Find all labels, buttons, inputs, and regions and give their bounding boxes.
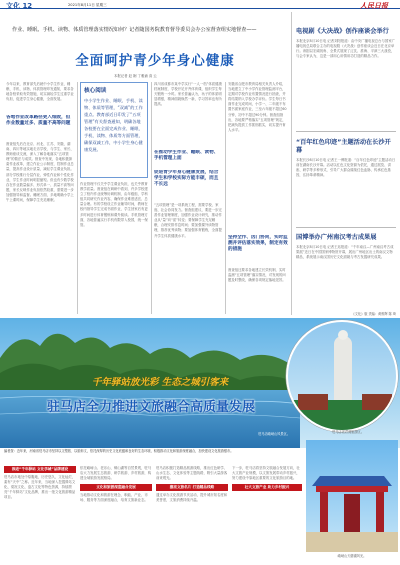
feature-column-4: 下一步，驻马店将坚持文旅融合发展方向，壮大文旅产业规模，以文旅发展带动乡村振兴，努力建设中原地区重要的文化旅游目的地。 壮大文旅产业 助力乡村振兴	[232, 466, 302, 562]
feature-column-2: 依托嵖岈山、老乐山、铜山湖等自然景观，驻马店大力发展生态旅游、研学旅游、乡村旅游，构建全域旅游发展格局。 文化和旅游深度融合发展 当地推动文化和旅游在理念、职能、产业、市场、服务等方面深度融合，培育文旅新业态。	[80, 466, 152, 503]
feature-subhead-2: 文化和旅游深度融合发展	[80, 484, 152, 491]
top-story-subhead-4: 坚持全作、因门协同，实时监测并评估落实效果，制定有效的措施	[228, 235, 288, 252]
feature-subhead-4: 壮大文旅产业 助力乡村振兴	[232, 484, 302, 491]
top-story-subhead-3: 促进青少年身心健康发展，结合学生和学校实际方能丰硕，而且不长远	[154, 170, 219, 187]
feature-headline: 驻马店全力推进文旅融合高质量发展	[46, 400, 255, 415]
sidebar-news	[296, 28, 396, 314]
sidebar-item-museum	[296, 234, 396, 301]
sidebar-item-title: 国博举办广州南汉考古成果展	[296, 234, 377, 241]
sidebar-item-title: “百年红色印迹”主题活动在长沙开幕	[296, 138, 391, 154]
feature-lead: 编者按：近年来，河南省驻马店市坚持以文塑旅、以旅彰文，依托深厚的历史文化底蕴和良好的生态环境，积极推动文化和旅游深度融合，加快建设文化旅游强市。	[4, 449, 234, 453]
top-story-column-3: 四川省成都市某中学实行“一人一档”体质健康档案制度，学校开足开齐体育课，组织学生每天锻炼一小时。家长普遍认为，孩子的体质明显增强，精神面貌焕然一新，学习效率也有所提高。 在推动学生作业、睡眠、读物、手机管理上面 促进青少年身心健康发展，结合学生和学校实际方能丰硕，而且不长远 “五项管理”是一项系统工程，需要学校、家庭、社会协同发力。督查组建议，要进一步完善作业管理制度，加强作业设计研究，推动作业从“量”向“质”转变；要保障学生充足睡眠，合理安排作息时间；要加强课外读物管理，推荐优秀读物；要加强体育锻炼，全面提升学生体质健康水平。	[154, 82, 222, 238]
statue-photo	[286, 320, 398, 432]
core-reading-body: 中小学生作业、睡眠、手机、读物、体质等管理，“双减”的工作重点。教育部近日印发了“五项管理”有关督查通知，明确各地各校要在全面完成作业、睡眠、手机、读物、体质等方面管理，确保双减工作，中小学生身心健康发展。	[84, 98, 143, 152]
landscape-photo-caption: 驻马店嵖岈山风景区。	[258, 432, 290, 436]
gate-photo-caption: 嵖岈山天磨湖风光。	[337, 554, 367, 558]
top-story-headline: 全面呵护青少年身心健康	[75, 53, 235, 69]
top-story-column-4: 安徽省合肥市教育局相关负责人介绍，当地建立了中小学作业管理监测平台，定期对学校作业布置情况进行抽查，并将结果纳入学校办学评价。学生每日书面作业完成时间，小学一、二年级不布置书面家庭作业，三至六年级不超过60分钟，初中不超过90分钟。督查组指出，各地要严格落实“五项管理”规定，把减负提质工作抓细抓实，切实提升育人水平。 坚持全作、因门协同，实时监测并评估落实效果，制定有效的措施 督查组还要求各地建立长效机制，实时监测“五项管理”落实情况，对发现的问题及时整改，确保各项规定落地见效。	[228, 82, 288, 283]
page-header	[0, 0, 400, 9]
masthead-logo: 人民日报	[360, 0, 388, 10]
top-story-column-2: 核心阅读 中小学生作业、睡眠、手机、读物、体质等管理，“双减”的工作重点。教育部近日印发了“五项管理”有关督查通知，明确各地各校要在全面完成作业、睡眠、手机、读物、体质等方面管理，确保双减工作，中小学生身心健康发展。 作业管理不仅关乎学生课业负担，也关乎教育教学质量。督查组在调研中看到，许多学校建立了校内作业统筹协调机制，由年级组、学科组共同研究作业内容，确保作业难度适宜、总量合理。有的学校设立作业辅导时间，教师在校内指导学生完成书面作业，学生回家后有更多时间进行体育锻炼和课外阅读。手机管理方面，各地普遍实行手机有限带入校园，统一保管。	[80, 82, 148, 314]
sidebar-item-red-heritage	[296, 139, 396, 220]
top-story-subhead-1: 各地作业改革路径更入细致，但作业数量过多、质量不高等问题	[6, 115, 71, 126]
statue-photo-caption: 驻马店老君洞旅游区。	[332, 430, 364, 434]
sidebar-item-body: 本报北京8月10日电 记者王珏报道：“千年南汉—广州南汉考古成果展”近日在中国国家博物馆开幕，展出广州地区出土的南汉文物精品，系统展示南汉国历史文化面貌与考古发掘研究成果。	[296, 245, 394, 260]
page-number: 12	[22, 2, 33, 10]
top-story-kicker: 作业、睡眠、手机、读物、体质管理落实情况如何？记者随国务院教育督导委员会办公室督查组实地督查——	[12, 27, 257, 33]
gate-photo	[306, 440, 398, 552]
feature-subhead-1: 推进“千年驿站 文化学城”品牌建设	[4, 466, 76, 473]
core-reading-title: 核心阅读	[84, 88, 107, 94]
feature-banner-title: 千年驿站放光彩 生态之城引客来	[91, 377, 229, 388]
top-story-column-1: 今年以来，教育部先后就中小学生作业、睡眠、手机、读物、体质管理印发通知，要求各地各校采取有效措施，切实减轻学生过重学业负担，促进学生身心健康，全面发展。 各地作业改革路径更入细致，但作业数量过多、质量不高等问题 督查组先后在北京、河北、江苏、安徽、湖南、四川等地实地走访学校，与学生、家长、教师座谈交流，深入了解各地落实“五项管理”的做法与成效。督查中发现，各地积极探索作业改革，建立作业公示制度，控制作业总量，提高作业设计质量，减轻学生课业负担。部分学校推行分层作业、弹性作业和个性化作业，学生作业时间明显缩短。但也有少数学校存在作业数量偏多、形式单一、质量不高等问题，家长反映作业负担依然较重，需要进一步加强指导和监督。睡眠方面，多地明确小学上午上课时间，保障学生充足睡眠。	[6, 82, 74, 203]
sidebar-item-drama	[296, 28, 396, 124]
core-reading-box	[80, 82, 148, 178]
top-story-byline: 本报记者 赵 婀 丁雅诵 高 云	[114, 74, 157, 78]
sidebar-item-body: 本报长沙8月10日电 记者王一博报道：“百年红色印迹”主题活动日前在湖南长沙开幕。活动以红色文化资源为依托，通过展览、讲座、研学等多种形式，引导广大群众赓续红色血脉、传承红色基因，弘扬革命精神。	[296, 157, 396, 177]
feature-section	[0, 318, 400, 565]
top-story-subhead-2: 在推动学生作业、睡眠、读物、手机管理上面	[154, 150, 219, 161]
section-label: 文化 12	[6, 2, 33, 10]
page-footer-credit: 《文化》版 责编：黄维辉 陈 琦	[351, 312, 396, 316]
feature-subhead-3: 擦亮文旅名片 打造精品线路	[156, 484, 228, 491]
feature-column-3: 驻马店积极打造精品旅游线路，推出红色研学、山水生态、文化体验等主题线路，吸引大量游客前来观光。 擦亮文旅名片 打造精品线路 通过举办文化旅游节庆活动，提升城市知名度和美誉度，文旅消费持续升温。	[156, 466, 228, 503]
sidebar-item-title: 电视剧《大决战》创作座谈会举行	[296, 28, 389, 35]
feature-column-1: 推进“千年驿站 文化学城”品牌建设 驻马店市地处中原腹地，历史悠久，文化灿烂，素有“天中”之称。近年来，当地深入挖掘驿站文化、梁祝文化、盘古文化等特色资源，持续擦亮“千年驿站”文化品牌，推出一批文化旅游精品项目。	[4, 467, 76, 500]
issue-date: 2021年8月11日 星期三	[68, 2, 107, 7]
sidebar-item-body: 本报北京8月10日电 记者刘阳报道：由中央广播电视总台与国家广播电视总局联合主办的电视剧《大决战》创作座谈会近日在北京举行。该剧以宏阔视角、全景式展现了辽沈、淮海、平津三大战役，与会专家认为，这是一部用心用情用功打造的精品力作。	[296, 39, 396, 59]
